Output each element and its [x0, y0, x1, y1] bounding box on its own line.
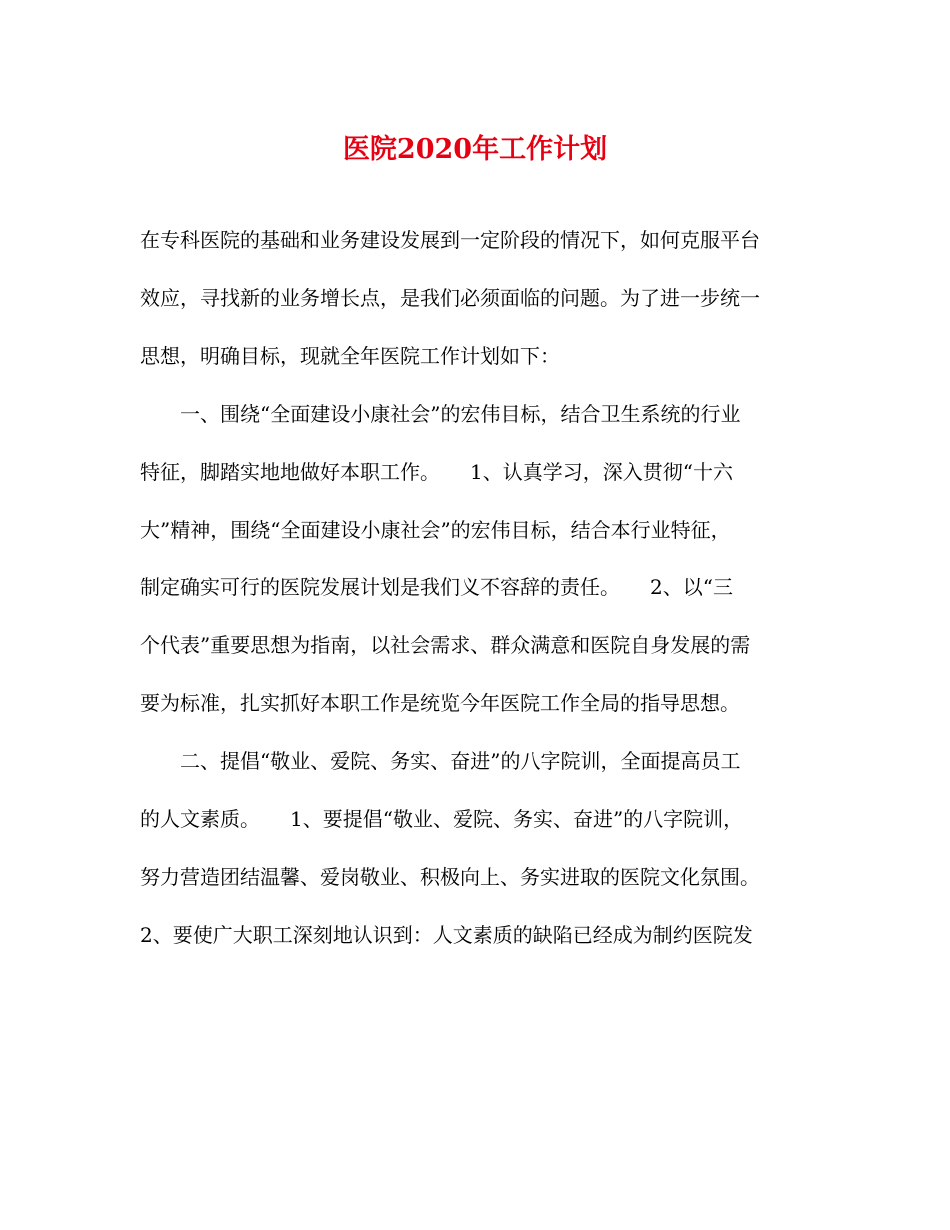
body-line-6: 大”精神，围绕“全面建设小康社会”的宏伟目标，结合本行业特征，: [140, 518, 731, 542]
body-line-10: 二、提倡“敬业、爱院、务实、奋进”的八字院训，全面提高员工: [140, 749, 741, 773]
body-line-1: 在专科医院的基础和业务建设发展到一定阶段的情况下，如何克服平台: [140, 228, 760, 252]
body-line-8: 个代表”重要思想为指南，以社会需求、群众满意和医院自身发展的需: [140, 633, 751, 657]
body-line-11: 的人文素质。 1、要提倡“敬业、爱院、务实、奋进”的八字院训，: [140, 807, 744, 831]
body-line-2: 效应，寻找新的业务增长点，是我们必须面临的问题。为了进一步统一: [140, 286, 760, 310]
body-line-12: 努力营造团结温馨、爱岗敬业、积极向上、务实进取的医院文化氛围。: [140, 865, 760, 889]
body-line-3: 思想，明确目标，现就全年医院工作计划如下：: [140, 344, 560, 368]
body-line-7: 制定确实可行的医院发展计划是我们义不容辞的责任。 2、以“三: [140, 575, 733, 599]
body-line-5: 特征，脚踏实地地做好本职工作。 1、认真学习，深入贯彻“十六: [140, 460, 733, 484]
body-line-9: 要为标准，扎实抓好本职工作是统览今年医院工作全局的指导思想。: [140, 691, 740, 715]
body-line-4: 一、围绕“全面建设小康社会”的宏伟目标，结合卫生系统的行业: [140, 402, 741, 426]
body-line-13: 2、要使广大职工深刻地认识到：人文素质的缺陷已经成为制约医院发: [140, 923, 753, 947]
document-title: 医院2020年工作计划: [342, 134, 608, 165]
